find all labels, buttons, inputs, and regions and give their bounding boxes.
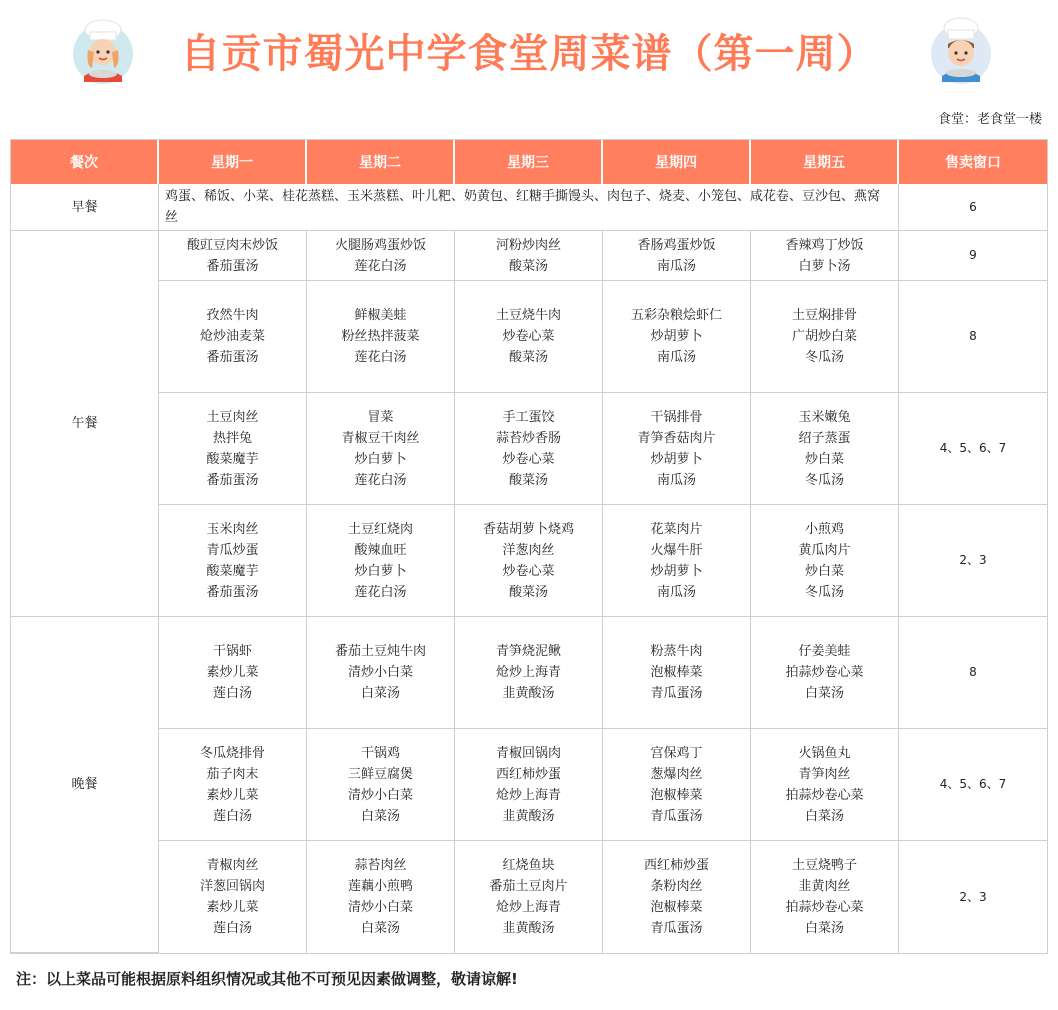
meal-label: 晚餐 (11, 617, 159, 953)
dish-name: 洋葱回锅肉 (199, 879, 265, 894)
menu-cell (603, 393, 751, 505)
menu-cell (751, 505, 899, 617)
dish-name: 冬瓜汤 (804, 584, 844, 600)
dish-name: 韭黄肉丝 (798, 879, 851, 894)
menu-cell (455, 231, 603, 281)
dish-name: 绍子蒸蛋 (798, 430, 851, 446)
dish-name: 莲白汤 (212, 921, 252, 936)
dish-name: 青瓜蛋汤 (650, 686, 703, 701)
dish-name: 青瓜炒蛋 (206, 542, 259, 558)
dish-name: 拍蒜炒卷心菜 (785, 787, 864, 803)
menu-cell (307, 393, 455, 505)
dish-name: 莲花白汤 (354, 472, 407, 488)
menu-cell (159, 729, 307, 841)
meal-label: 早餐 (11, 184, 159, 231)
dish-name: 白菜汤 (804, 686, 844, 701)
dish-name: 炝炒上海青 (495, 787, 561, 803)
dish-name: 清炒小白菜 (347, 665, 413, 680)
dish-name: 黄瓜肉片 (798, 542, 851, 558)
chef-boy-icon (928, 16, 994, 86)
dish-name: 酸豇豆肉末炒饭 (186, 237, 278, 253)
menu-cell (751, 281, 899, 393)
dish-name: 酸菜汤 (508, 258, 548, 274)
window-number: 9 (899, 231, 1047, 281)
dish-name: 酸辣血旺 (354, 542, 407, 558)
dish-name: 土豆焖排骨 (791, 308, 857, 323)
dish-name: 莲花白汤 (354, 584, 407, 600)
dish-name: 南瓜汤 (656, 472, 696, 488)
dish-name: 冒菜 (367, 409, 394, 425)
page-header (0, 0, 1058, 100)
meal-label: 午餐 (11, 231, 159, 617)
dish-name: 番茄蛋汤 (206, 472, 259, 488)
dish-name: 炝炒油麦菜 (199, 329, 265, 344)
dish-name: 河粉炒肉丝 (495, 237, 561, 253)
dish-name: 土豆烧牛肉 (495, 308, 561, 323)
dish-name: 酸菜魔芋 (206, 451, 259, 467)
lunch-row (11, 281, 1047, 393)
dish-name: 香肠鸡蛋炒饭 (637, 237, 716, 253)
dish-name: 南瓜汤 (656, 258, 696, 274)
dish-name: 青笋香菇肉片 (637, 430, 716, 446)
header-friday: 星期五 (751, 140, 899, 184)
dish-name: 清炒小白菜 (347, 900, 413, 915)
dish-name: 花菜肉片 (650, 521, 703, 537)
dish-name: 炒胡萝卜 (650, 329, 703, 344)
dish-name: 干锅虾 (212, 644, 252, 659)
dish-name: 火锅鱼丸 (798, 745, 851, 761)
dish-name: 酸菜汤 (508, 350, 548, 365)
dish-name: 土豆烧鸭子 (791, 858, 857, 873)
menu-cell (307, 281, 455, 393)
dish-name: 干锅排骨 (650, 409, 703, 425)
dish-name: 泡椒棒菜 (650, 900, 703, 915)
dish-name: 炒卷心菜 (502, 329, 555, 344)
menu-cell (159, 841, 307, 953)
dinner-row (11, 841, 1047, 953)
dish-name: 青椒豆干肉丝 (341, 430, 420, 446)
dish-name: 素炒儿菜 (206, 900, 259, 915)
dish-name: 番茄土豆炖牛肉 (334, 644, 426, 659)
window-number: 8 (899, 281, 1047, 393)
menu-cell (751, 729, 899, 841)
window-number: 4、5、6、7 (899, 729, 1047, 841)
dish-name: 蒜苔肉丝 (354, 858, 407, 873)
dish-name: 莲藕小煎鸭 (347, 879, 413, 894)
dish-name: 小煎鸡 (804, 521, 844, 537)
dish-name: 南瓜汤 (656, 584, 696, 600)
menu-cell (455, 281, 603, 393)
dish-name: 红烧鱼块 (502, 858, 555, 873)
dish-name: 南瓜汤 (656, 350, 696, 365)
dish-name: 青瓜蛋汤 (650, 808, 703, 824)
dish-name: 香辣鸡丁炒饭 (785, 237, 864, 253)
dish-name: 白菜汤 (360, 921, 400, 936)
header-tuesday: 星期二 (307, 140, 455, 184)
dish-name: 广胡炒白菜 (791, 329, 857, 344)
dish-name: 西红柿炒蛋 (643, 858, 709, 873)
lunch-row (11, 393, 1047, 505)
dish-name: 炒胡萝卜 (650, 563, 703, 579)
dish-name: 番茄蛋汤 (206, 258, 259, 274)
dish-name: 玉米嫩兔 (798, 409, 851, 425)
window-number: 2、3 (899, 841, 1047, 953)
dish-name: 韭黄酸汤 (502, 808, 555, 824)
menu-cell (455, 505, 603, 617)
dish-name: 条粉肉丝 (650, 879, 703, 894)
dish-name: 酸菜汤 (508, 472, 548, 488)
dish-name: 炒卷心菜 (502, 563, 555, 579)
dish-name: 孜然牛肉 (206, 308, 259, 323)
window-number: 6 (899, 184, 1047, 231)
dish-name: 白菜汤 (360, 808, 400, 824)
dish-name: 鲜椒美蛙 (354, 308, 407, 323)
menu-table (10, 139, 1048, 954)
breakfast-row (11, 184, 1047, 231)
dish-name: 白菜汤 (804, 921, 844, 936)
dish-name: 炒白菜 (804, 563, 844, 579)
dish-name: 素炒儿菜 (206, 665, 259, 680)
menu-cell (307, 841, 455, 953)
dish-name: 仔姜美蛙 (798, 644, 851, 659)
dish-name: 白菜汤 (360, 686, 400, 701)
dish-name: 酸菜汤 (508, 584, 548, 600)
dish-name: 莲白汤 (212, 808, 252, 824)
dish-name: 热拌兔 (212, 430, 252, 446)
dish-name: 火爆牛肝 (650, 542, 703, 558)
window-number: 4、5、6、7 (899, 393, 1047, 505)
lunch-row (11, 505, 1047, 617)
dish-name: 冬瓜烧排骨 (199, 745, 265, 761)
dish-name: 炒卷心菜 (502, 451, 555, 467)
dish-name: 泡椒棒菜 (650, 665, 703, 680)
dish-name: 拍蒜炒卷心菜 (785, 900, 864, 915)
dish-name: 拍蒜炒卷心菜 (785, 665, 864, 680)
header-window: 售卖窗口 (899, 140, 1047, 184)
dish-name: 炝炒上海青 (495, 900, 561, 915)
dish-name: 玉米肉丝 (206, 521, 259, 537)
menu-cell (455, 617, 603, 729)
dish-name: 三鲜豆腐煲 (347, 766, 413, 782)
menu-cell (751, 617, 899, 729)
dish-name: 炒白菜 (804, 451, 844, 467)
dish-name: 清炒小白菜 (347, 787, 413, 803)
dish-name: 番茄蛋汤 (206, 350, 259, 365)
dish-name: 洋葱肉丝 (502, 542, 555, 558)
menu-cell (455, 841, 603, 953)
header-monday: 星期一 (159, 140, 307, 184)
dish-name: 莲白汤 (212, 686, 252, 701)
menu-cell (307, 729, 455, 841)
dish-name: 香菇胡萝卜烧鸡 (482, 521, 574, 537)
header-row (11, 140, 1047, 184)
dish-name: 炒胡萝卜 (650, 451, 703, 467)
menu-cell (603, 841, 751, 953)
menu-cell (455, 393, 603, 505)
menu-cell (455, 729, 603, 841)
dish-name: 粉蒸牛肉 (650, 644, 703, 659)
dish-name: 韭黄酸汤 (502, 921, 555, 936)
menu-cell (603, 729, 751, 841)
dish-name: 白萝卜汤 (798, 258, 851, 274)
dinner-row (11, 729, 1047, 841)
footer-note: 注：以上菜品可能根据原料组织情况或其他不可预见因素做调整，敬请谅解! (16, 970, 518, 988)
dish-name: 西红柿炒蛋 (495, 766, 561, 782)
dish-name: 莲花白汤 (354, 258, 407, 274)
dish-name: 韭黄酸汤 (502, 686, 555, 701)
dish-name: 茄子肉末 (206, 766, 259, 782)
dish-name: 干锅鸡 (360, 745, 400, 761)
dish-name: 青笋烧泥鳅 (495, 644, 561, 659)
dish-name: 土豆红烧肉 (347, 521, 413, 537)
dish-name: 酸菜魔芋 (206, 563, 259, 579)
window-number: 2、3 (899, 505, 1047, 617)
dish-name: 青瓜蛋汤 (650, 921, 703, 936)
dish-name: 青椒回锅肉 (495, 745, 561, 761)
dish-name: 炒白萝卜 (354, 451, 407, 467)
menu-cell (159, 231, 307, 281)
dish-name: 土豆肉丝 (206, 409, 259, 425)
dish-name: 冬瓜汤 (804, 350, 844, 365)
menu-cell (603, 281, 751, 393)
header-thursday: 星期四 (603, 140, 751, 184)
dish-name: 五彩杂粮烩虾仁 (630, 308, 722, 323)
dish-name: 青椒肉丝 (206, 858, 259, 873)
lunch-row (11, 231, 1047, 281)
dish-name: 冬瓜汤 (804, 472, 844, 488)
menu-cell (159, 393, 307, 505)
header-wednesday: 星期三 (455, 140, 603, 184)
dish-name: 番茄蛋汤 (206, 584, 259, 600)
menu-cell (307, 617, 455, 729)
dish-name: 宫保鸡丁 (650, 745, 703, 761)
menu-cell (603, 505, 751, 617)
dish-name: 素炒儿菜 (206, 787, 259, 803)
menu-cell (751, 393, 899, 505)
dish-name: 火腿肠鸡蛋炒饭 (334, 237, 426, 253)
breakfast-items: 鸡蛋、稀饭、小菜、桂花蒸糕、玉米蒸糕、叶儿粑、奶黄包、红糖手撕馒头、肉包子、烧麦、小笼包、咸花卷、豆沙包、燕窝丝 (159, 184, 899, 231)
dish-name: 炝炒上海青 (495, 665, 561, 680)
dish-name: 莲花白汤 (354, 350, 407, 365)
menu-cell (603, 617, 751, 729)
dish-name: 蒜苔炒香肠 (495, 430, 561, 446)
canteen-location: 食堂：老食堂一楼 (937, 112, 1042, 127)
dinner-row (11, 617, 1047, 729)
dish-name: 葱爆肉丝 (650, 766, 703, 782)
menu-cell (751, 231, 899, 281)
dish-name: 手工蛋饺 (502, 409, 555, 425)
menu-cell (307, 505, 455, 617)
menu-cell (159, 281, 307, 393)
menu-cell (159, 505, 307, 617)
page-title: 自贡市蜀光中学食堂周菜谱（第一周） (180, 31, 878, 77)
menu-cell (307, 231, 455, 281)
menu-cell (603, 231, 751, 281)
dish-name: 白菜汤 (804, 808, 844, 824)
dish-name: 青笋肉丝 (798, 766, 851, 782)
dish-name: 番茄土豆肉片 (489, 879, 568, 894)
window-number: 8 (899, 617, 1047, 729)
menu-cell (159, 617, 307, 729)
header-meal: 餐次 (11, 140, 159, 184)
menu-cell (751, 841, 899, 953)
dish-name: 炒白萝卜 (354, 563, 407, 579)
dish-name: 泡椒棒菜 (650, 787, 703, 803)
dish-name: 粉丝热拌菠菜 (341, 329, 420, 344)
